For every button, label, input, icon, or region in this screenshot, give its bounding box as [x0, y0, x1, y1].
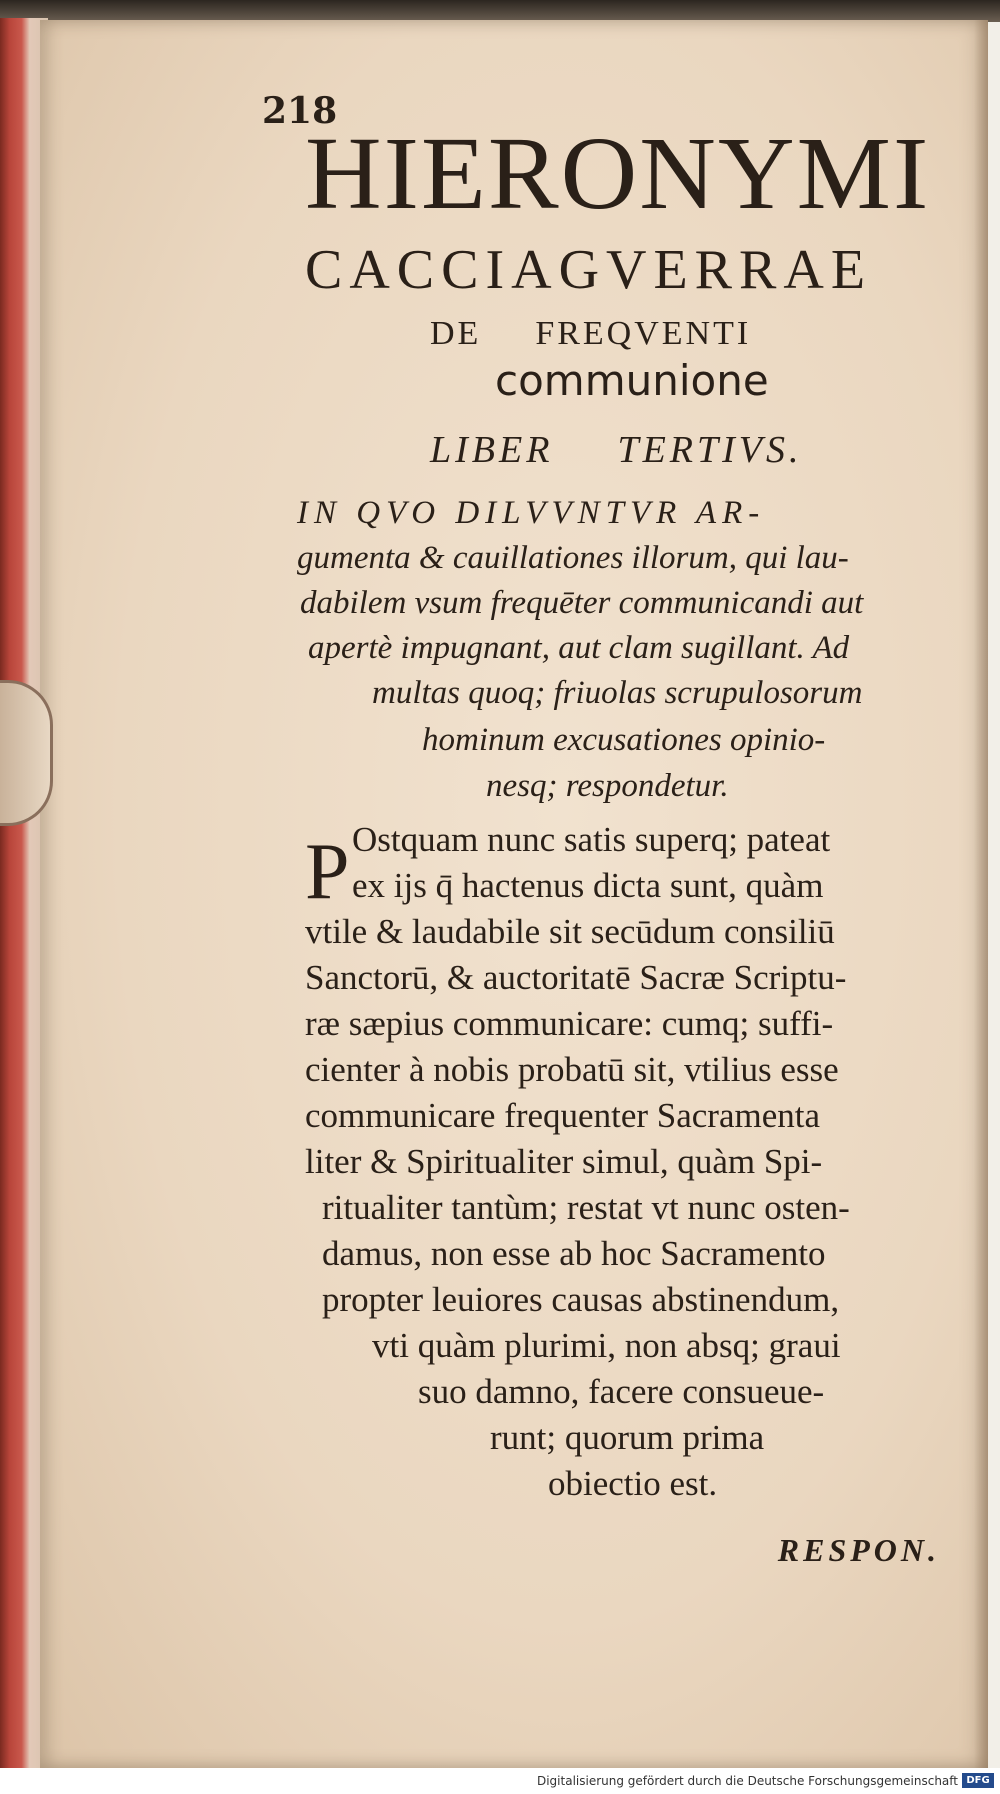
argument-line: multas quoq; friuolas scrupulosorum	[372, 675, 863, 711]
title-subject-frequenti: FREQVENTI	[535, 315, 752, 352]
book-heading-liber: LIBER	[430, 429, 554, 471]
argument-line: dabilem vsum frequēter communicandi aut	[300, 585, 864, 621]
body-line: Sanctorū, & auctoritatē Sacræ Scriptu-	[305, 958, 847, 997]
title-subject-de: DE	[430, 315, 482, 352]
title-author-surname: CACCIAGVERRAE	[305, 239, 873, 301]
body-line: damus, non esse ab hoc Sacramento	[322, 1234, 826, 1273]
title-communione: communione	[495, 356, 769, 405]
footer-bar	[0, 1768, 1000, 1794]
body-line: ritualiter tantùm; restat vt nunc osten-	[322, 1188, 850, 1227]
body-line: runt; quorum prima	[490, 1418, 765, 1457]
body-line: communicare frequenter Sacramenta	[305, 1096, 821, 1135]
body-line: liter & Spiritualiter simul, quàm Spi-	[305, 1142, 823, 1181]
dfg-logo: DFG	[962, 1773, 994, 1788]
catchword: RESPON.	[777, 1532, 940, 1568]
argument-line: nesq; respondetur.	[486, 768, 729, 804]
argument-line: IN QVO DILVVNTVR AR-	[297, 495, 766, 531]
title-author-first-name: HIERONYMI	[305, 116, 931, 231]
body-line: cienter à nobis probatū sit, vtilius esse	[305, 1050, 839, 1089]
body-line: suo damno, facere consueue-	[418, 1372, 825, 1411]
body-line: vti quàm plurimi, non absq; graui	[372, 1326, 841, 1365]
body-line: propter leuiores causas abstinendum,	[322, 1280, 840, 1319]
title-subject	[430, 315, 751, 353]
book-heading	[430, 428, 803, 472]
body-line: ex ijs q̄ hactenus dicta sunt, quàm	[352, 866, 824, 905]
argument-line: apertè impugnant, aut clam sugillant. Ad	[308, 630, 850, 666]
scan-top-border	[0, 0, 1000, 22]
book-clasp	[0, 680, 53, 826]
book-heading-tertius: TERTIVS.	[617, 429, 803, 471]
argument-line: hominum excusationes opinio-	[422, 722, 826, 758]
funding-credit: Digitalisierung gefördert durch die Deutsche Forschungsgemeinschaft	[536, 1774, 958, 1788]
body-line: vtile & laudabile sit secūdum consiliū	[305, 912, 835, 951]
drop-cap: P	[305, 828, 350, 916]
body-line: ræ sæpius communicare: cumq; suffi-	[305, 1004, 834, 1043]
body-line: Ostquam nunc satis superq; pateat	[352, 820, 831, 859]
page-number: 218	[262, 90, 338, 132]
body-line: obiectio est.	[548, 1464, 718, 1503]
argument-line: gumenta & cauillationes illorum, qui lau-	[297, 540, 849, 576]
page-gutter-shadow	[974, 20, 988, 1768]
